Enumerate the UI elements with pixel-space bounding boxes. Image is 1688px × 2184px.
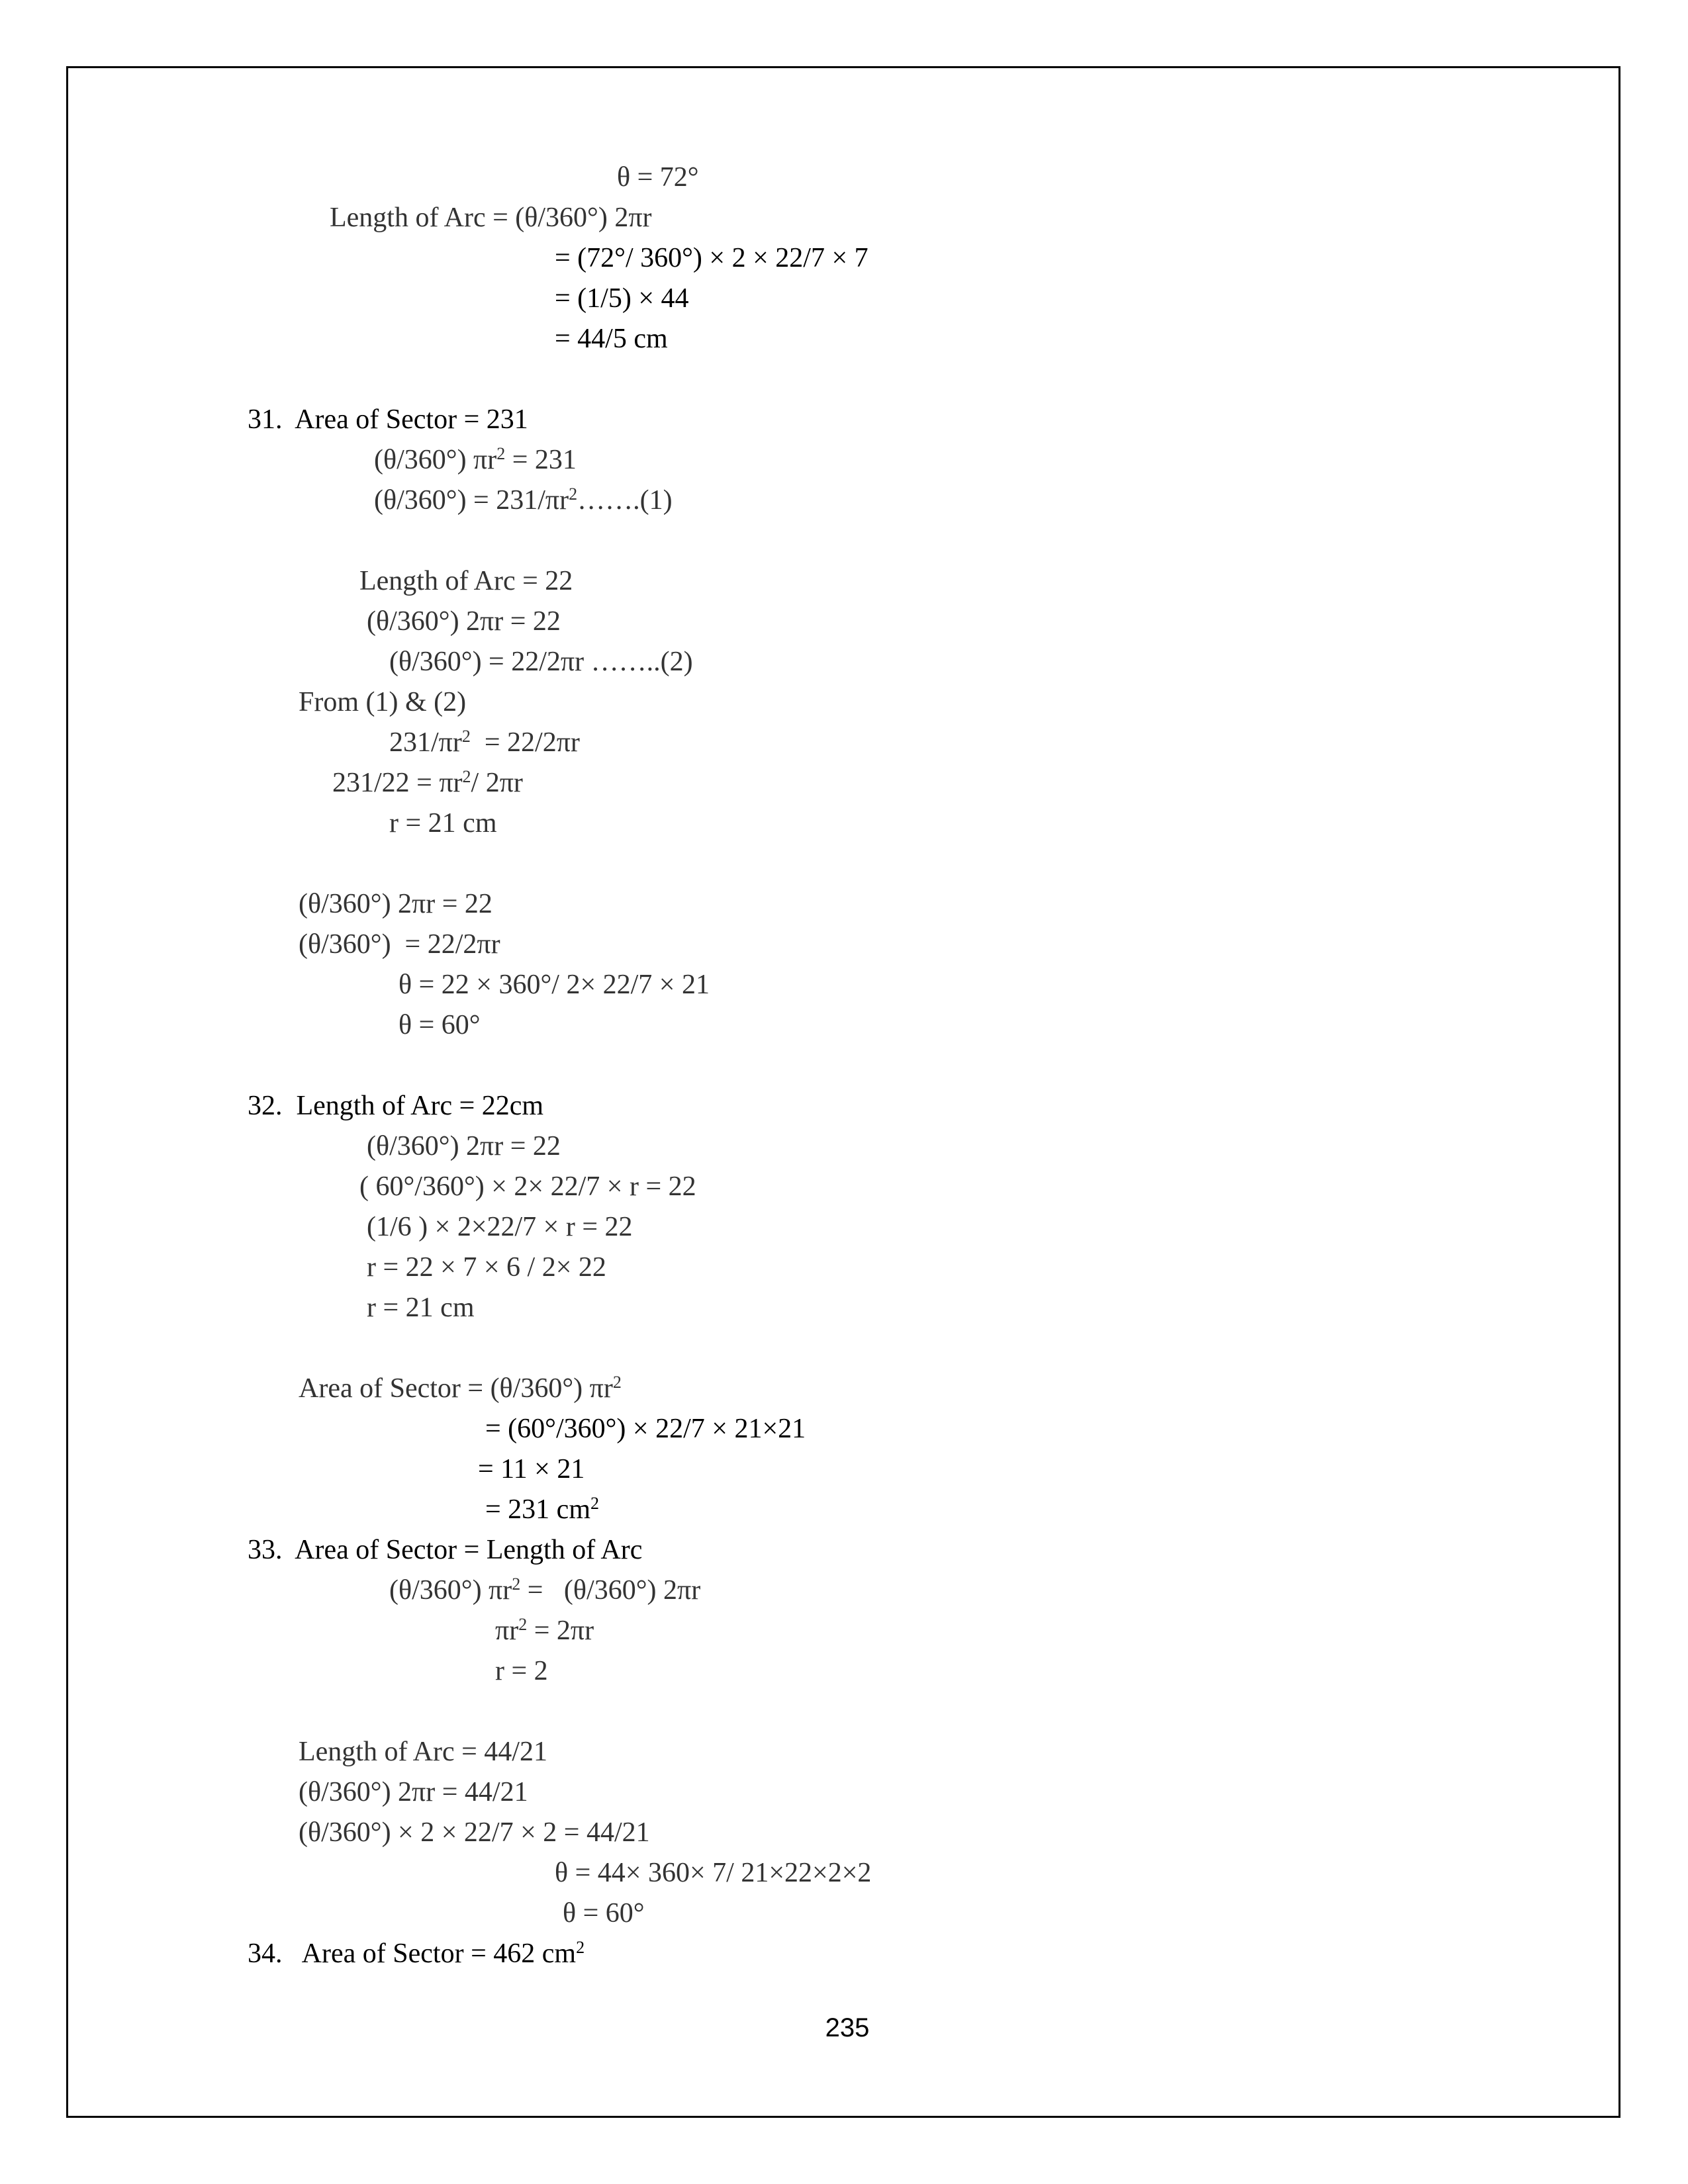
q31-heading: 31. Area of Sector = 231: [248, 404, 528, 435]
q32-line-4: r = 22 × 7 × 6 / 2× 22: [367, 1252, 606, 1283]
q32-line-3: (1/6 ) × 2×22/7 × r = 22: [367, 1212, 633, 1242]
line-arc-result: = 44/5 cm: [555, 324, 668, 354]
q31-line-7: $231/\pi r^2 = 22/2\pi r$: [389, 727, 580, 758]
q33-line-1: (θ/360°) $\pi r^2 = (\theta/360^\circ)$ 2πr: [389, 1574, 701, 1606]
q32-line-2: ( 60°/360°) × 2× 22/7 × r = 22: [359, 1171, 696, 1202]
q33-line-5: (θ/360°) 2πr = 44/21: [299, 1777, 528, 1807]
q33-line-3: r = 2: [495, 1656, 548, 1686]
q31-line-11: (θ/360°) = 22/2πr: [299, 929, 500, 960]
q31-line-2: $(\theta/360^\circ) = 231/\pi r^2\dots\dots.(1)$: [374, 484, 673, 516]
q32-line-8: = 11 × 21: [478, 1454, 585, 1484]
q33-line-6: (θ/360°) × 2 × 22/7 × 2 = 44/21: [299, 1817, 650, 1848]
page-number: 235: [825, 2013, 870, 2042]
q31-line-6: From (1) & (2): [299, 687, 467, 717]
q31-line-8: $231/22 = \pi r^2/$ 2πr: [332, 767, 523, 798]
q32-line-7: = (60°/360°) × 22/7 × 21×21: [485, 1414, 806, 1444]
q31-line-5: (θ/360°) = 22/2πr ……..(2): [389, 647, 693, 677]
q33-line-2: $\pi r^2 = 2\pi r$: [495, 1615, 594, 1646]
q33-line-8: θ = 60°: [563, 1898, 645, 1929]
q31-line-1: (θ/360°) $\pi r^2 = 231$: [374, 444, 577, 475]
q32-line-1: (θ/360°) 2πr = 22: [367, 1131, 561, 1161]
q31-line-4: (θ/360°) 2πr = 22: [367, 606, 561, 637]
q34-heading: 34. Area of Sector = 462 $cm^2$: [248, 1938, 585, 1969]
q31-line-13: θ = 60°: [399, 1010, 481, 1040]
line-arc-formula: Length of Arc = (θ/360°) 2πr: [330, 203, 652, 233]
q32-heading: 32. Length of Arc = 22cm: [248, 1091, 544, 1121]
q31-line-3: Length of Arc = 22: [359, 566, 573, 596]
line-theta-72: θ = 72°: [617, 162, 699, 193]
q32-line-6: Area of Sector = (θ/360°) $\pi r^2$: [299, 1373, 622, 1404]
line-arc-simplified: = (1/5) × 44: [555, 283, 689, 314]
q33-line-4: Length of Arc = 44/21: [299, 1737, 547, 1767]
line-arc-substitution: = (72°/ 360°) × 2 × 22/7 × 7: [555, 243, 868, 273]
q32-line-9: = 231 $cm^2$: [485, 1494, 599, 1525]
q33-line-7: θ = 44× 360× 7/ 21×22×2×2: [555, 1858, 872, 1888]
q31-line-9: r = 21 cm: [389, 808, 497, 839]
q31-line-12: θ = 22 × 360°/ 2× 22/7 × 21: [399, 970, 710, 1000]
q32-line-5: r = 21 cm: [367, 1293, 475, 1323]
q33-heading: 33. Area of Sector = Length of Arc: [248, 1535, 643, 1565]
q31-line-10: (θ/360°) 2πr = 22: [299, 889, 492, 919]
